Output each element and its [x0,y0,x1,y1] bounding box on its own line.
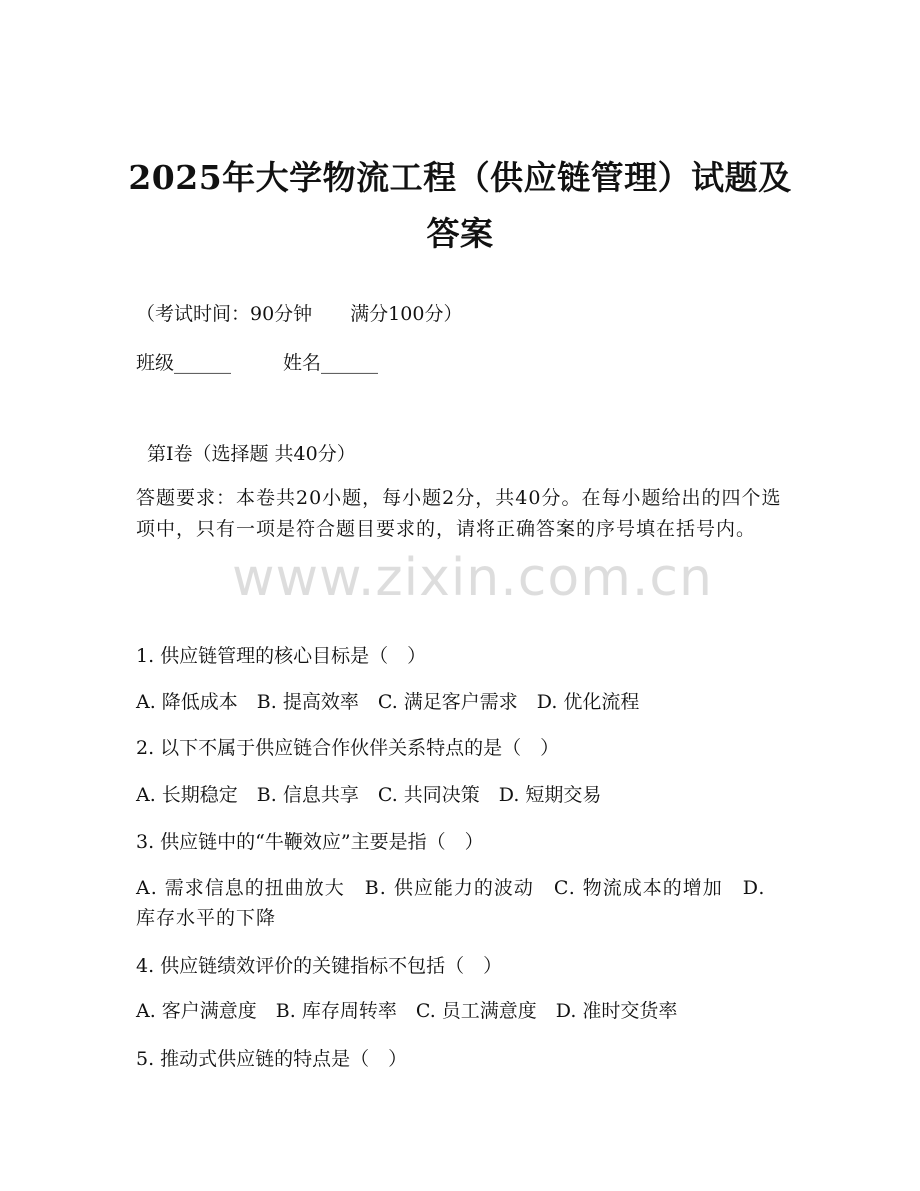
question-2-options: A. 长期稳定 B. 信息共享 C. 共同决策 D. 短期交易 [136,784,602,806]
question-2-stem: 2. 以下不属于供应链合作伙伴关系特点的是（ ） [136,737,560,759]
instructions-paragraph: 答题要求：本卷共20小题，每小题2分，共40分。在每小题给出的四个选项中，只有一项是符合题目要求的，请将正确答案的序号填在括号内。 [136,487,782,540]
question-1-options: A. 降低成本 B. 提高效率 C. 满足客户需求 D. 优化流程 [136,691,640,713]
question-3-stem: 3. 供应链中的“牛鞭效应”主要是指（ ） [136,831,484,853]
section-heading: 第I卷（选择题 共40分） [147,443,356,465]
question-5-stem: 5. 推动式供应链的特点是（ ） [136,1048,408,1070]
student-info-row [136,351,378,375]
document-title: 2025年大学物流工程（供应链管理）试题及答案 [128,158,792,253]
question-4-stem: 4. 供应链绩效评价的关键指标不包括（ ） [136,955,503,977]
watermark-text: www.zixin.com.cn [232,548,713,608]
question-3-options: A. 需求信息的扭曲放大 B. 供应能力的波动 C. 物流成本的增加 D. 库存水平的下降 [136,877,766,929]
name-field-label: 姓名______ [283,352,379,374]
class-field-label: 班级______ [136,352,232,374]
exam-info: （考试时间：90分钟 满分100分） [136,303,463,325]
question-1-stem: 1. 供应链管理的核心目标是（ ） [136,645,427,667]
question-4-options: A. 客户满意度 B. 库存周转率 C. 员工满意度 D. 准时交货率 [136,1000,678,1022]
